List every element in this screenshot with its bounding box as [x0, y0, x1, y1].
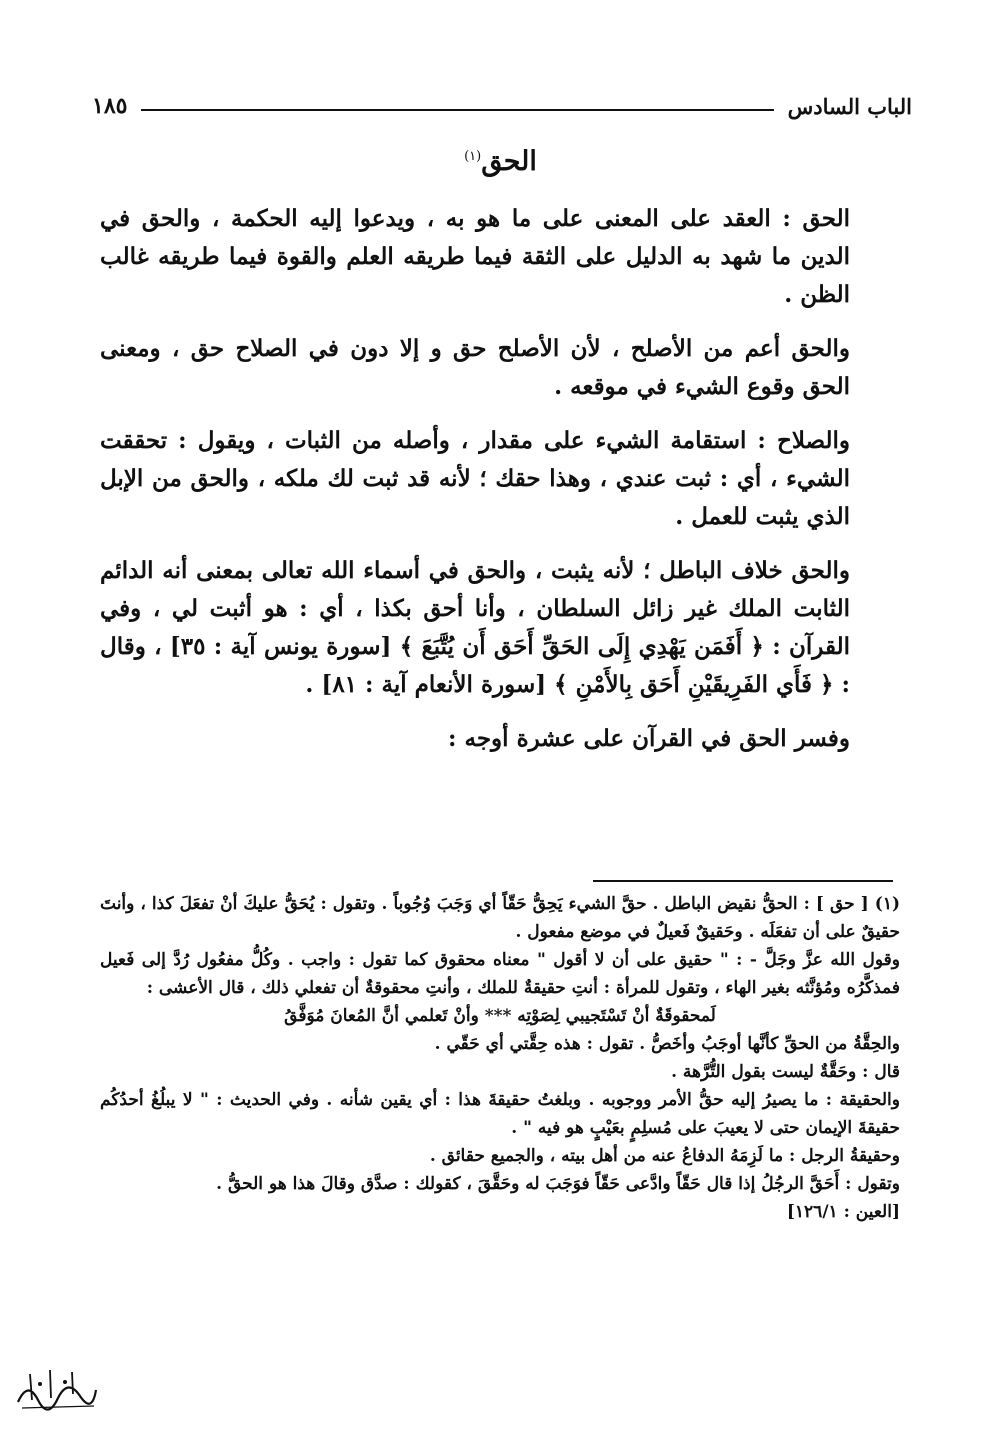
paragraph: وفسر الحق في القرآن على عشرة أوجه : — [448, 725, 850, 752]
footnote-line: والحِقَّةُ من الحقِّ كأنَّها أوجَبُ وأخَصُّ . تقول : هذه حِقَّتي أي حَقّي . — [434, 1034, 900, 1054]
running-header — [92, 86, 912, 126]
footnote-citation: [العين : ١٢٦/١] — [786, 1202, 900, 1222]
section-title — [0, 146, 1001, 177]
footnote-mark: (١) — [464, 149, 482, 164]
library-stamp-logo — [10, 1360, 100, 1420]
section-title-text: الحق — [481, 146, 537, 177]
footnote-line: وتقول : أَحَقَّ الرجُلُ إذا قال حَقّاً وادَّعى حَقّاً فوَجَبَ له وحَقَّقَ ، كقولك : صدَّق وقالَ هذا هو الحقُّ . — [216, 1174, 900, 1194]
footnote-line: والحقيقة : ما يصيرُ إليه حقُّ الأمر ووجوبه . وبلغتُ حقيقةَ هذا : أي يقين شأنه . وفي الحديث : " لا يبلُغُ أحدُكُم حقيقةَ الإيمان حتى لا يعيبَ على مُسلِمٍ بعَيْبٍ هو فيه " . — [100, 1090, 900, 1138]
chapter-title: الباب السادس — [787, 93, 912, 119]
footnote-verse: لَمحقوقَةٌ أنْ تَسْتَجيبي لِصَوْتِه *** وأنْ تَعلمي أنَّ المُعانَ مُوَفَّقُ — [284, 1006, 716, 1026]
footnote-separator — [593, 880, 893, 882]
footnotes — [100, 890, 900, 1226]
paragraph: والصلاح : استقامة الشيء على مقدار ، وأصله من الثبات ، ويقول : تحققت الشيء ، أي : ثبت عندي ، وهذا حقك ؛ لأنه قد ثبت لك ملكه ، والحق من الإبل الذي يثبت للعمل . — [100, 427, 850, 530]
page-number: ١٨٥ — [92, 93, 128, 119]
paragraph: والحق أعم من الأصلح ، لأن الأصلح حق و إلا دون في الصلاح حق ، ومعنى الحق وقوع الشيء في موقعه . — [100, 335, 850, 400]
footnote-line: (١) [ حق ] : الحقُّ نقيض الباطل . حقَّ الشيء يَحِقُّ حَقّاً أي وَجَبَ وُجُوباً . وتقول : يُحَقُّ عليكَ أنْ تفعَلَ كذا ، وأنتَ حقيقٌ على أن تفعَلَه . وحَقيقٌ فَعيلٌ في موضع مفعول . — [100, 894, 900, 942]
footnote-line: وحقيقةُ الرجل : ما لَزِمَهُ الدفاعُ عنه من أهل بيته ، والجميع حقائق . — [429, 1146, 900, 1166]
footnote-line: وقول الله عزَّ وجَلَّ - : " حقيق على أن لا أقول " معناه محقوق كما تقول : واجب . وكُلُّ مفعُول رُدَّ إلى فَعيل فمذكَّرُه ومُؤنَّثه بغير الهاء ، وتقول للمرأة : أنتِ حقيقةٌ للملك ، وأنتِ محقوقةٌ أن تفعلي ذلك ، قال الأعشى : — [100, 950, 900, 998]
footnote-line: قال : وحَقَّةٌ ليست بقول التُّرَّهة . — [671, 1062, 900, 1082]
paragraph: الحق : العقد على المعنى على ما هو به ، ويدعوا إليه الحكمة ، والحق في الدين ما شهد به الدليل على الثقة فيما طريقه العلم والقوة فيما طريقه غالب الظن . — [100, 205, 850, 308]
header-rule — [141, 109, 773, 111]
body-text — [100, 200, 850, 774]
paragraph: والحق خلاف الباطل ؛ لأنه يثبت ، والحق في أسماء الله تعالى بمعنى أنه الدائم الثابت الملك غير زائل السلطان ، وأنا أحق بكذا ، أي : هو أثبت لي ، وفي القرآن : ﴿ أَفَمَن يَهْدِي إِلَى الحَقِّ أَحَق أَن يُتَّبَعَ ﴾ [سورة يونس آية : ٣٥] ، وقال : ﴿ فَأَي الفَرِيقَيْنِ أَحَق بِالأَمْنِ ﴾ [سورة الأنعام آية : ٨١] . — [100, 557, 850, 698]
